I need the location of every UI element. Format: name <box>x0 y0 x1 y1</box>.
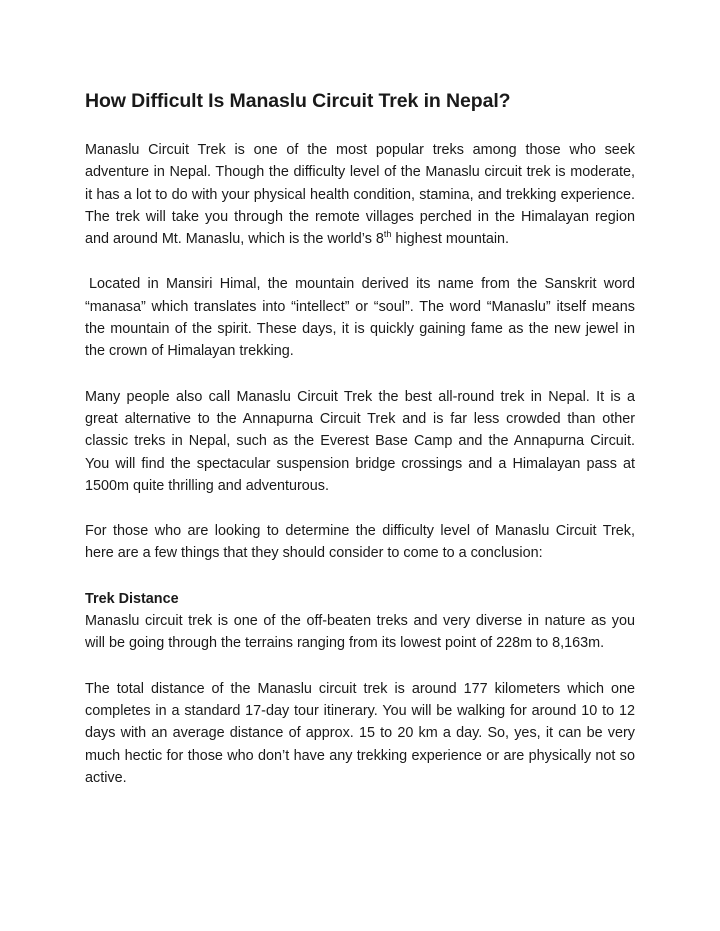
paragraph-terrain: Manaslu circuit trek is one of the off-beaten treks and very diverse in nature as you will be going through the terrains ranging from its lowest point of 228m to 8,163m. <box>85 613 635 652</box>
superscript-ordinal: th <box>383 229 392 240</box>
paragraph-intro-end: highest mountain. <box>391 231 510 248</box>
document-page <box>85 86 635 812</box>
page-title: How Difficult Is Manaslu Circuit Trek in Nepal? <box>85 90 511 112</box>
paragraph-intro-text: Manaslu Circuit Trek is one of the most popular treks among those who seek adventure in Nepal. Though the difficulty level of the Manaslu circuit trek is moderate, it has a lot to do with your physical health condition, stamina, and trekking experience. The trek will take you through the remote villages perched in the Himalayan region and around Mt. Manaslu, which is the world’s 8 <box>85 142 635 248</box>
section-heading-trek-distance: Trek Distance <box>85 590 179 607</box>
paragraph-considerations: For those who are looking to determine the difficulty level of Manaslu Circuit Trek, here are a few things that they should consider to come to a conclusion: <box>85 523 635 562</box>
paragraph-intro <box>85 139 635 250</box>
paragraph-total-distance: The total distance of the Manaslu circuit trek is around 177 kilometers which one completes in a standard 17-day tour itinerary. You will be walking for around 10 to 12 days with an average distance of approx. 15 to 20 km a day. So, yes, it can be very much hectic for those who don’t have any trekking experience or are physically not so active. <box>85 680 635 786</box>
paragraph-origin: Located in Mansiri Himal, the mountain derived its name from the Sanskrit word “manasa” which translates into “intellect” or “soul”. The word “Manaslu” itself means the mountain of the spirit. These days, it is quickly gaining fame as the new jewel in the crown of Himalayan trekking. <box>85 276 635 360</box>
paragraph-alternative: Many people also call Manaslu Circuit Trek the best all-round trek in Nepal. It is a great alternative to the Annapurna Circuit Trek and is far less crowded than other classic treks in Nepal, such as the Everest Base Camp and the Annapurna Circuit. You will find the spectacular suspension bridge crossings and a Himalayan pass at 1500m quite thrilling and adventurous. <box>85 388 635 494</box>
